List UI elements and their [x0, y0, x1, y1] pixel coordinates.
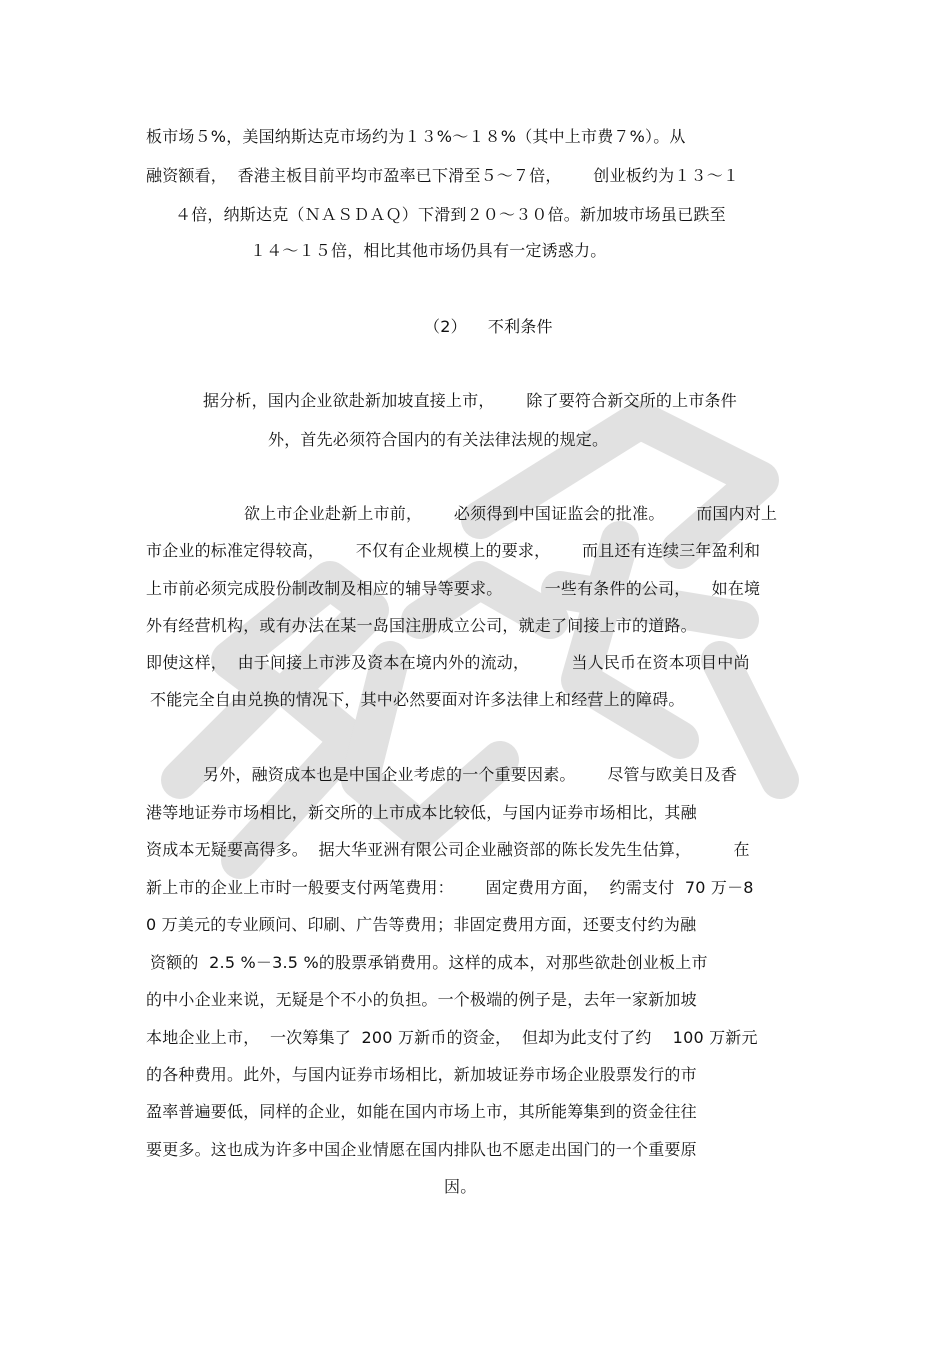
text-line: 的中小企业来说，无疑是个不小的负担。一个极端的例子是，去年一家新加坡 [146, 990, 697, 1009]
text-line: 本地企业上市， 一次筹集了 200 万新币的资金， 但却为此支付了约 100 万新元 [146, 1028, 758, 1047]
text-line: 的各种费用。此外，与国内证券市场相比，新加坡证券市场企业股票发行的市 [146, 1065, 697, 1084]
text-line: 外有经营机构，或有办法在某一岛国注册成立公司，就走了间接上市的道路。 [146, 616, 697, 635]
text-line: 板市场５%，美国纳斯达克市场约为１３%～１８%（其中上市费７%）。从 [146, 127, 686, 146]
section-heading: （2） 不利条件 [424, 317, 553, 336]
text-line: 融资额看， 香港主板目前平均市盈率已下滑至５～７倍， 创业板约为１３～１ [146, 166, 740, 185]
text-line: 市企业的标准定得较高， 不仅有企业规模上的要求， 而且还有连续三年盈利和 [146, 541, 761, 560]
text-line: 资额的 2.5 %－3.5 %的股票承销费用。这样的成本，对那些欲赴创业板上市 [150, 953, 708, 972]
text-line: 新上市的企业上市时一般要支付两笔费用： 固定费用方面， 约需支付 70 万－8 [146, 878, 754, 897]
text-line: 不能完全自由兑换的情况下，其中必然要面对许多法律上和经营上的障碍。 [150, 690, 685, 709]
text-line: 上市前必须完成股份制改制及相应的辅导等要求。 一些有条件的公司， 如在境 [146, 579, 761, 598]
text-line: 另外，融资成本也是中国企业考虑的一个重要因素。 尽管与欧美日及香 [203, 765, 737, 784]
text-line: 要更多。这也成为许多中国企业情愿在国内排队也不愿走出国门的一个重要原 [146, 1140, 697, 1159]
text-line: 盈率普遍要低，同样的企业，如能在国内市场上市，其所能筹集到的资金往往 [146, 1102, 697, 1121]
text-line: ４倍，纳斯达克（ＮＡＳＤＡＱ）下滑到２０～３０倍。新加坡市场虽已跌至 [175, 205, 726, 224]
text-line: 因。 [444, 1177, 477, 1196]
text-line: 据分析，国内企业欲赴新加坡直接上市， 除了要符合新交所的上市条件 [203, 391, 737, 410]
text-line: 外，首先必须符合国内的有关法律法规的规定。 [268, 430, 609, 449]
text-line: 即使这样， 由于间接上市涉及资本在境内外的流动， 当人民币在资本项目中尚 [146, 653, 750, 672]
text-line: １４～１５倍，相比其他市场仍具有一定诱惑力。 [250, 241, 607, 260]
text-line: 0 万美元的专业顾问、印刷、广告等费用；非固定费用方面，还要支付约为融 [146, 915, 697, 934]
text-line: 港等地证券市场相比，新交所的上市成本比较低，与国内证券市场相比，其融 [146, 803, 697, 822]
text-line: 资成本无疑要高得多。 据大华亚洲有限公司企业融资部的陈长发先生估算， 在 [146, 840, 750, 859]
text-line: 欲上市企业赴新上市前， 必须得到中国证监会的批准。 而国内对上 [244, 504, 778, 523]
